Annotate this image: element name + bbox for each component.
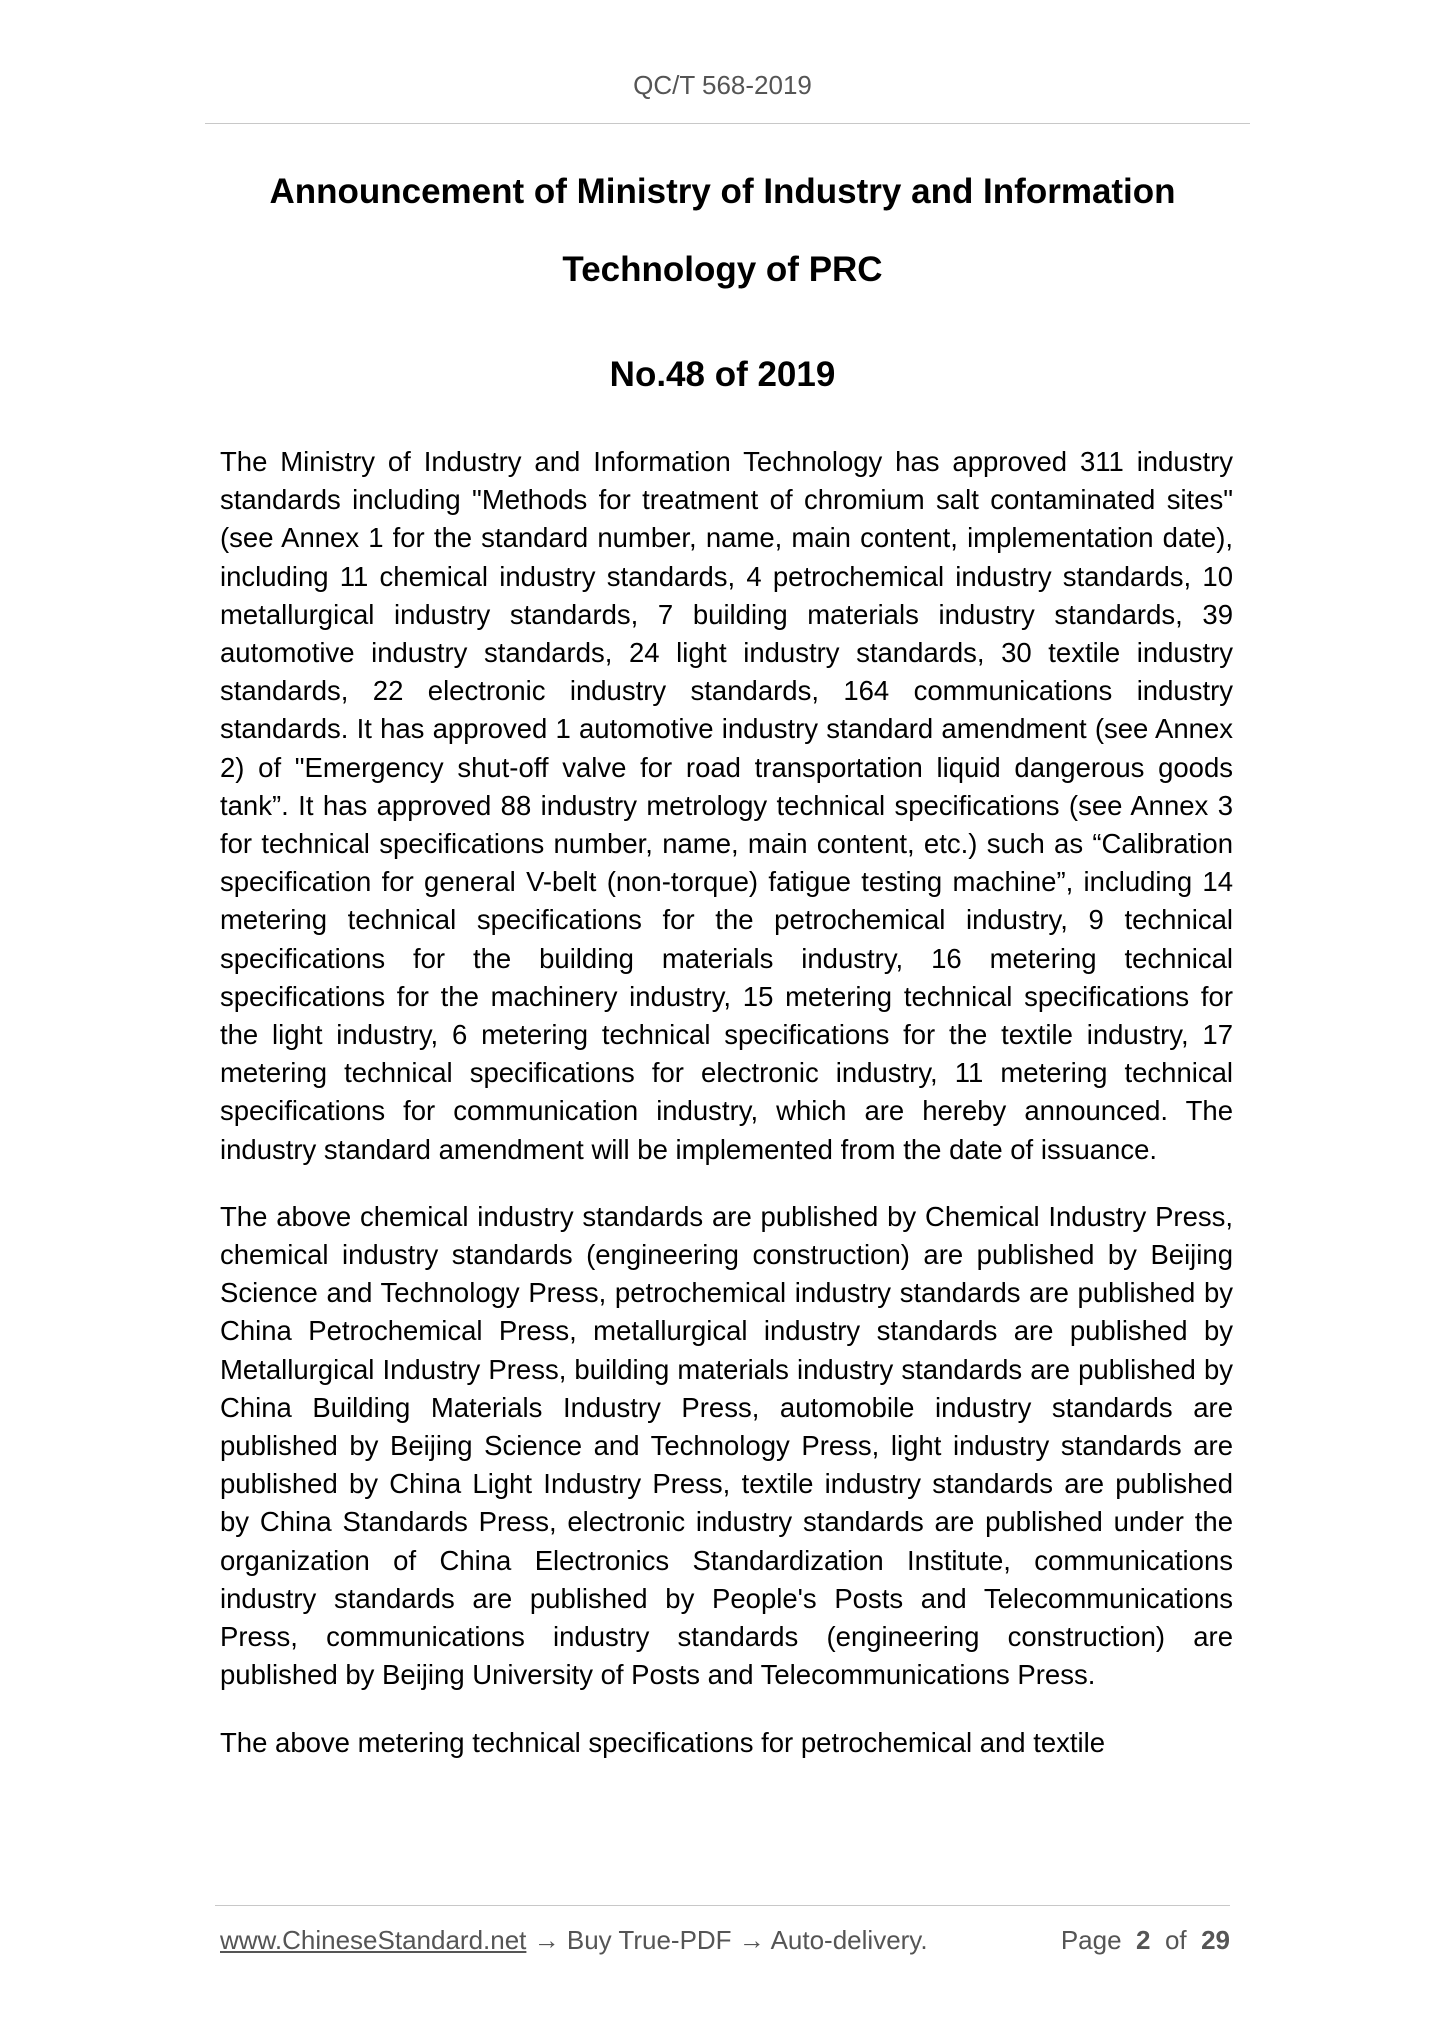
body-paragraph-publishers: The above chemical industry standards are published by Chemical Industry Press, chemical industry standards (engineering construction) are published by Beijing Science and Technology Press, petrochemical industry standards are published by China Petrochemical Press, metallurgical industry standards are published by Metallurgical Industry Press, building materials industry standards are published by China Building Materials Industry Press, automobile industry standards are published by Beijing Science and Technology Press, light industry standards are published by China Light Industry Press, textile industry standards are published by China Standards Press, electronic industry standards are published under the organization of China Electronics Standardization Institute, communications industry standards are published by People's Posts and Telecommunications Press, communications industry standards (engineering construction) are published by Beijing University of Posts and Telecommunications Press. xyxy=(220,1200,1233,1691)
current-page-number: 2 xyxy=(1136,1925,1151,1955)
total-page-count: 29 xyxy=(1201,1925,1230,1955)
header-divider xyxy=(205,123,1250,124)
footer-promo-text: → Buy True-PDF → Auto-delivery. xyxy=(526,1925,928,1955)
page-indicator xyxy=(1061,1925,1230,1956)
announcement-body xyxy=(220,443,1233,1791)
chinesestandard-link[interactable]: www.ChineseStandard.net xyxy=(220,1925,527,1955)
page-footer xyxy=(220,1925,1230,1956)
body-paragraph-metering: The above metering technical specifications for petrochemical and textile xyxy=(220,1726,1106,1758)
document-code-header: QC/T 568-2019 xyxy=(633,70,812,100)
page-label: Page xyxy=(1060,1925,1122,1955)
footer-divider xyxy=(215,1905,1230,1906)
announcement-title-line-2: Technology of PRC xyxy=(562,250,883,289)
page-of-label: of xyxy=(1164,1925,1187,1955)
body-paragraph-approvals: The Ministry of Industry and Information Technology has approved 311 industry standards including "Methods for treatment of chromium salt contaminated sites" (see Annex 1 for the standard number, name, main content, implementation date), including 11 chemical industry standards, 4 petrochemical industry standards, 10 metallurgical industry standards, 7 building materials industry standards, 39 automotive industry standards, 24 light industry standards, 30 textile industry standards, 22 electronic industry standards, 164 communications industry standards. It has approved 1 automotive industry standard amendment (see Annex 2) of "Emergency shut-off valve for road transportation liquid dangerous goods tank”. It has approved 88 industry metrology technical specifications (see Annex 3 for technical specifications number, name, main content, etc.) such as “Calibration specification for general V-belt (non-torque) fatigue testing machine”, including 14 metering technical specifications for the petrochemical industry, 9 technical specifications for the building materials industry, 16 metering technical specifications for the machinery industry, 15 metering technical specifications for the light industry, 6 metering technical specifications for the textile industry, 17 metering technical specifications for electronic industry, 11 metering technical specifications for communication industry, which are hereby announced. The industry standard amendment will be implemented from the date of issuance. xyxy=(220,446,1233,1165)
announcement-number: No.48 of 2019 xyxy=(609,355,836,394)
announcement-title-line-1: Announcement of Ministry of Industry and Information xyxy=(269,172,1176,211)
